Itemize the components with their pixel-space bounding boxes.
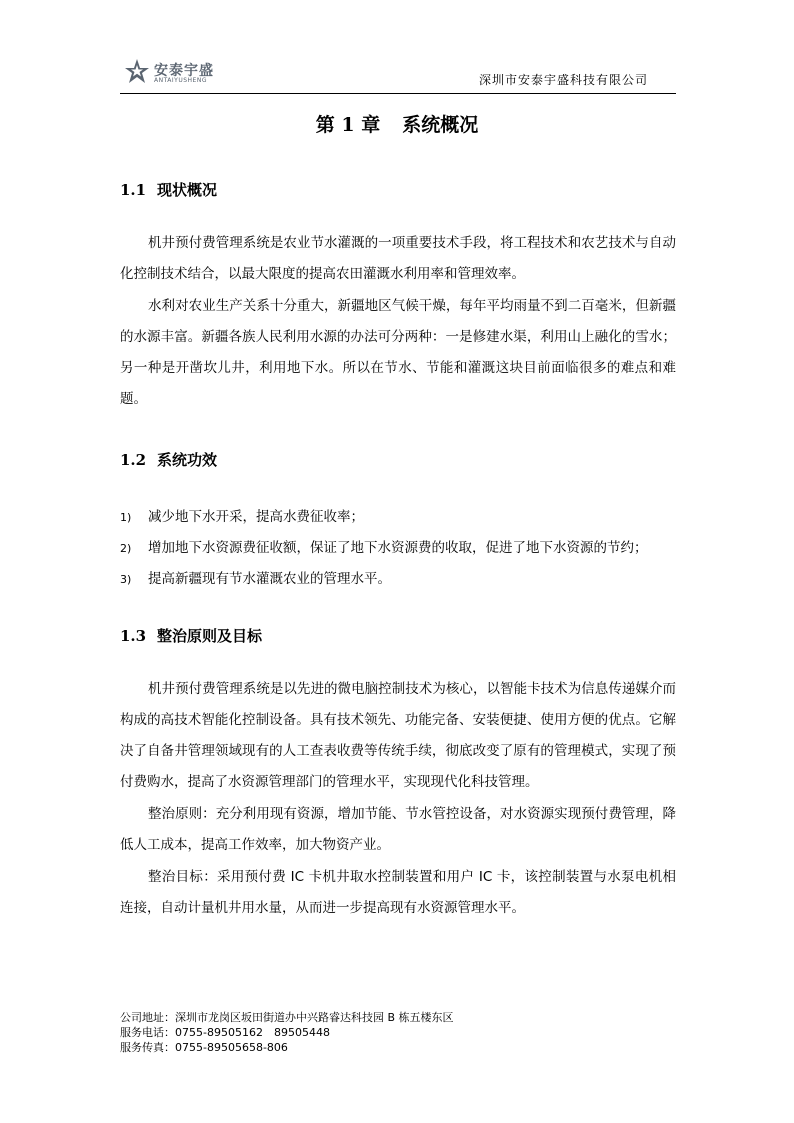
section-number: 1.3 [120,627,147,645]
chapter-name: 系统概况 [402,114,479,136]
list-marker: 2) [120,542,132,555]
section-number: 1.1 [120,181,147,199]
section-number: 1.2 [120,451,147,469]
footer-address: 公司地址：深圳市龙岗区坂田街道办中兴路睿达科技园 B 栋五楼东区 [120,1011,454,1024]
paragraph: 整治原则：充分利用现有资源，增加节能、节水管控设备，对水资源实现预付费管理，降低人工成本，提高工作效率，加大物资产业。 [120,806,676,853]
chapter-title [0,110,794,137]
list-item [120,569,391,590]
footer-phone: 服务电话：0755-89505162 89505448 [120,1026,330,1039]
logo-text: 安泰宇盛 [154,63,214,79]
logo-star-icon [124,58,150,84]
paragraph: 水利对农业生产关系十分重大，新疆地区气候干燥，每年平均雨量不到二百毫米，但新疆的水源丰富。新疆各族人民利用水源的办法可分两种：一是修建水渠，利用山上融化的雪水；另一种是开凿坎儿井，利用地下水。所以在节水、节能和灌溉这块目前面临很多的难点和难题。 [120,298,676,407]
footer-fax: 服务传真：0755-89505658-806 [120,1041,288,1054]
section-heading-1-3 [120,625,262,646]
chapter-number: 第 1 章 [315,114,381,136]
company-name: 深圳市安泰宇盛科技有限公司 [478,73,648,87]
list-item [120,538,648,559]
paragraph: 机井预付费管理系统是以先进的微电脑控制技术为核心，以智能卡技术为信息传递媒介而构成的高技术智能化控制设备。具有技术领先、功能完备、安装便捷、使用方便的优点。它解决了自备井管理领域现有的人工查表收费等传统手续，彻底改变了原有的管理模式，实现了预付费购水，提高了水资源管理部门的管理水平，实现现代化科技管理。 [120,681,676,790]
list-text: 提高新疆现有节水灌溉农业的管理水平。 [148,571,391,587]
list-text: 减少地下水开采，提高水费征收率； [148,509,364,525]
logo-subtext: ANTAIYUSHENG [154,77,207,84]
section-title: 整治原则及目标 [157,627,263,645]
paragraph: 机井预付费管理系统是农业节水灌溉的一项重要技术手段，将工程技术和农艺技术与自动化控制技术结合，以最大限度的提高农田灌溉水利用率和管理效率。 [120,235,676,282]
company-logo [124,58,224,88]
section-heading-1-1 [120,179,217,200]
list-text: 增加地下水资源费征收额，保证了地下水资源费的收取，促进了地下水资源的节约； [148,540,648,556]
section-heading-1-2 [120,449,217,470]
list-item [120,507,364,528]
paragraph: 整治目标：采用预付费 IC 卡机井取水控制装置和用户 IC 卡，该控制装置与水泵电机相连接，自动计量机井用水量，从而进一步提高现有水资源管理水平。 [120,869,676,916]
page-footer [120,1010,454,1055]
header-divider [120,93,676,94]
section-title: 系统功效 [157,451,218,469]
list-marker: 3) [120,573,132,586]
section-title: 现状概况 [157,181,218,199]
list-marker: 1) [120,511,132,524]
